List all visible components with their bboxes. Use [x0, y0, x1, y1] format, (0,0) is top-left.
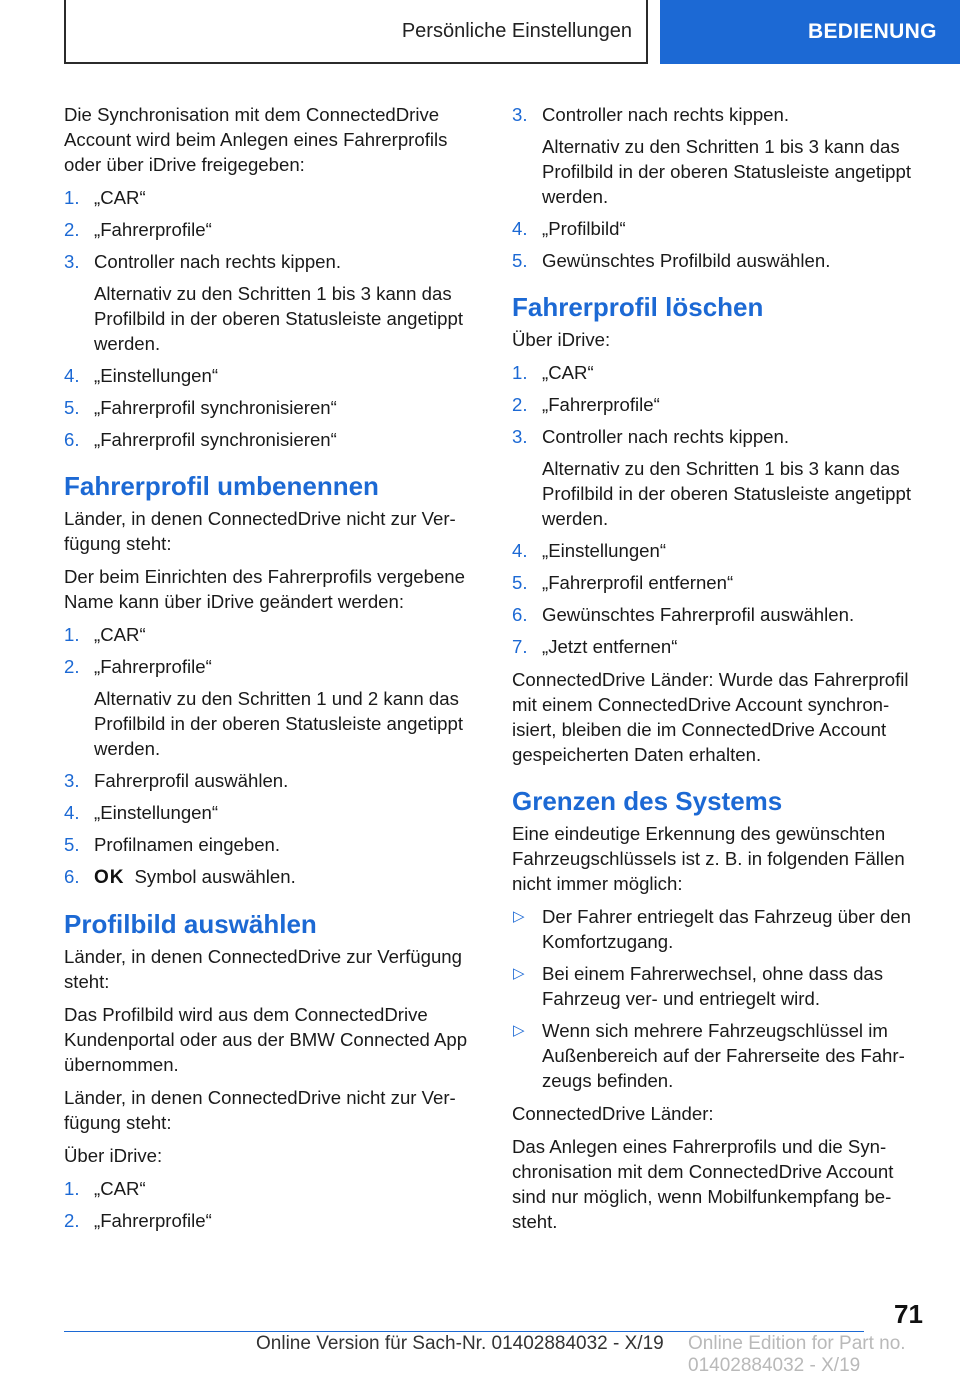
- list-item: [64, 832, 480, 857]
- delete-steps: [512, 360, 930, 659]
- list-item: [64, 217, 480, 242]
- delete-paragraph-2: ConnectedDrive Länder: Wurde das Fahrerprofil mit einem ConnectedDrive Account synchron-isiert, bleiben die im ConnectedDrive Account gespeicherten Daten erhalten.: [512, 669, 909, 765]
- list-item: [64, 1176, 480, 1201]
- list-item: [64, 363, 480, 388]
- step-text: „Einstellungen“: [542, 540, 667, 561]
- sync-steps: [64, 185, 480, 452]
- step-number: 1.: [64, 1178, 80, 1199]
- step-number: 2.: [512, 394, 528, 415]
- list-item: [64, 395, 480, 420]
- step-text: „CAR“: [542, 362, 594, 383]
- step-number: 6.: [512, 604, 528, 625]
- step-text: „Fahrerprofil synchronisieren“: [94, 397, 337, 418]
- bullet-text: Der Fahrer entriegelt das Fahrzeug über den Komfortzugang.: [542, 906, 911, 952]
- list-item: [64, 1208, 480, 1233]
- picture-steps-continued: [512, 102, 930, 273]
- list-item: [512, 961, 930, 1011]
- step-text: „Fahrerprofile“: [542, 394, 660, 415]
- limits-paragraph-2: ConnectedDrive Länder:: [512, 1103, 714, 1124]
- step-number: 7.: [512, 636, 528, 657]
- intro-paragraph: Die Synchronisation mit dem ConnectedDrive Account wird beim Anlegen eines Fahrerprofils oder über iDrive freigegeben:: [64, 104, 448, 175]
- step-number: 4.: [512, 218, 528, 239]
- step-number: 5.: [64, 397, 80, 418]
- footer-rule: [64, 1331, 864, 1332]
- bullet-text: Bei einem Fahrerwechsel, ohne dass das Fahrzeug ver- und entriegelt wird.: [542, 963, 884, 1009]
- heading-delete: Fahrerprofil löschen: [512, 292, 764, 322]
- section-title: Persönliche Einstellungen: [401, 19, 632, 42]
- picture-paragraph-1: Länder, in denen ConnectedDrive zur Verfügung steht:: [64, 946, 462, 992]
- step-text: „Fahrerprofile“: [94, 1210, 212, 1231]
- step-text: Controller nach rechts kippen.: [94, 251, 342, 272]
- list-item: [512, 424, 930, 531]
- list-item: [64, 249, 480, 356]
- step-text: „Jetzt entfernen“: [542, 636, 678, 657]
- step-number: 3.: [64, 251, 80, 272]
- list-item: [64, 654, 480, 761]
- step-text: Gewünschtes Profilbild auswählen.: [542, 250, 831, 271]
- list-item: [512, 602, 930, 627]
- step-text: „CAR“: [94, 624, 146, 645]
- list-item: [512, 904, 930, 954]
- right-column: [512, 102, 930, 1242]
- triangle-bullet-icon: ▷: [513, 1022, 525, 1039]
- step-note: Alternativ zu den Schritten 1 und 2 kann das Profilbild in der oberen Statusleiste angetippt werden.: [94, 688, 464, 759]
- step-number: 1.: [64, 187, 80, 208]
- step-number: 6.: [64, 429, 80, 450]
- step-text: „Profilbild“: [542, 218, 626, 239]
- step-number: 4.: [512, 540, 528, 561]
- step-text: „Fahrerprofil synchronisieren“: [94, 429, 337, 450]
- list-item: [64, 427, 480, 452]
- step-text: Controller nach rechts kippen.: [542, 426, 790, 447]
- step-text: „CAR“: [94, 187, 146, 208]
- step-number: 1.: [64, 624, 80, 645]
- list-item: [64, 622, 480, 647]
- ok-icon: OK: [94, 867, 125, 888]
- list-item: [512, 102, 930, 209]
- step-number: 5.: [64, 834, 80, 855]
- step-note: Alternativ zu den Schritten 1 bis 3 kann das Profilbild in der oberen Statusleiste angetippt werden.: [542, 458, 912, 529]
- list-item: [512, 538, 930, 563]
- limits-paragraph-1: Eine eindeutige Erkennung des gewünschten Fahrzeugschlüssels ist z. B. in folgenden Fällen nicht immer möglich:: [512, 823, 905, 894]
- heading-profile-picture: Profilbild auswählen: [64, 909, 317, 939]
- step-text: Controller nach rechts kippen.: [542, 104, 790, 125]
- chapter-title: BEDIENUNG: [808, 20, 937, 43]
- list-item: [64, 864, 480, 890]
- rename-steps: [64, 622, 480, 890]
- step-number: 5.: [512, 250, 528, 271]
- list-item: [512, 248, 930, 273]
- step-number: 3.: [64, 770, 80, 791]
- step-text: „Fahrerprofil entfernen“: [542, 572, 734, 593]
- bullet-text: Wenn sich mehrere Fahrzeugschlüssel im Außenbereich auf der Fahrerseite des Fahr-zeugs befinden.: [542, 1020, 905, 1091]
- limits-bullets: [512, 904, 930, 1093]
- triangle-bullet-icon: ▷: [513, 965, 525, 982]
- picture-paragraph-2: Das Profilbild wird aus dem ConnectedDrive Kundenportal oder aus der BMW Connected App übernommen.: [64, 1004, 468, 1075]
- watermark-text: Online Edition for Part no. 01402884032 - X/19: [688, 1333, 906, 1376]
- section-header: [64, 0, 648, 64]
- rename-paragraph-2: Der beim Einrichten des Fahrerprofils vergebene Name kann über iDrive geändert werden:: [64, 566, 465, 612]
- step-number: 6.: [64, 866, 80, 887]
- delete-paragraph-1: Über iDrive:: [512, 329, 611, 350]
- step-number: 1.: [512, 362, 528, 383]
- step-text: Profilnamen eingeben.: [94, 834, 281, 855]
- limits-paragraph-3: Das Anlegen eines Fahrerprofils und die Syn-chronisation mit dem ConnectedDrive Account sind nur möglich, wenn Mobilfunkempfang be-steht.: [512, 1136, 894, 1232]
- step-text: Gewünschtes Fahrerprofil auswählen.: [542, 604, 855, 625]
- step-number: 2.: [64, 1210, 80, 1231]
- triangle-bullet-icon: ▷: [513, 908, 525, 925]
- step-number: 4.: [64, 802, 80, 823]
- list-item: [512, 1018, 930, 1093]
- step-note: Alternativ zu den Schritten 1 bis 3 kann das Profilbild in der oberen Statusleiste angetippt werden.: [542, 136, 912, 207]
- list-item: [512, 360, 930, 385]
- step-number: 2.: [64, 219, 80, 240]
- picture-steps: [64, 1176, 480, 1233]
- step-text: „CAR“: [94, 1178, 146, 1199]
- footer-version: Online Version für Sach-Nr. 01402884032 - X/19: [256, 1333, 664, 1354]
- picture-paragraph-3: Länder, in denen ConnectedDrive nicht zur Ver-fügung steht:: [64, 1087, 456, 1133]
- rename-paragraph-1: Länder, in denen ConnectedDrive nicht zur Ver-fügung steht:: [64, 508, 456, 554]
- step-number: 3.: [512, 426, 528, 447]
- step-note: Alternativ zu den Schritten 1 bis 3 kann das Profilbild in der oberen Statusleiste angetippt werden.: [94, 283, 464, 354]
- list-item: [64, 800, 480, 825]
- step-number: 2.: [64, 656, 80, 677]
- step-text: Fahrerprofil auswählen.: [94, 770, 289, 791]
- list-item: [512, 216, 930, 241]
- list-item: [512, 392, 930, 417]
- step-text: „Einstellungen“: [94, 365, 219, 386]
- step-number: 4.: [64, 365, 80, 386]
- step-number: 5.: [512, 572, 528, 593]
- heading-rename: Fahrerprofil umbenennen: [64, 471, 379, 501]
- page-number: 71: [894, 1299, 923, 1329]
- left-column: [64, 102, 480, 1241]
- step-text: „Fahrerprofile“: [94, 219, 212, 240]
- step-text: Symbol auswählen.: [134, 866, 296, 887]
- list-item: [64, 185, 480, 210]
- list-item: [512, 570, 930, 595]
- heading-limits: Grenzen des Systems: [512, 786, 783, 816]
- list-item: [64, 768, 480, 793]
- chapter-tab: [660, 0, 960, 64]
- step-text: „Fahrerprofile“: [94, 656, 212, 677]
- list-item: [512, 634, 930, 659]
- step-number: 3.: [512, 104, 528, 125]
- picture-paragraph-4: Über iDrive:: [64, 1145, 163, 1166]
- step-text: „Einstellungen“: [94, 802, 219, 823]
